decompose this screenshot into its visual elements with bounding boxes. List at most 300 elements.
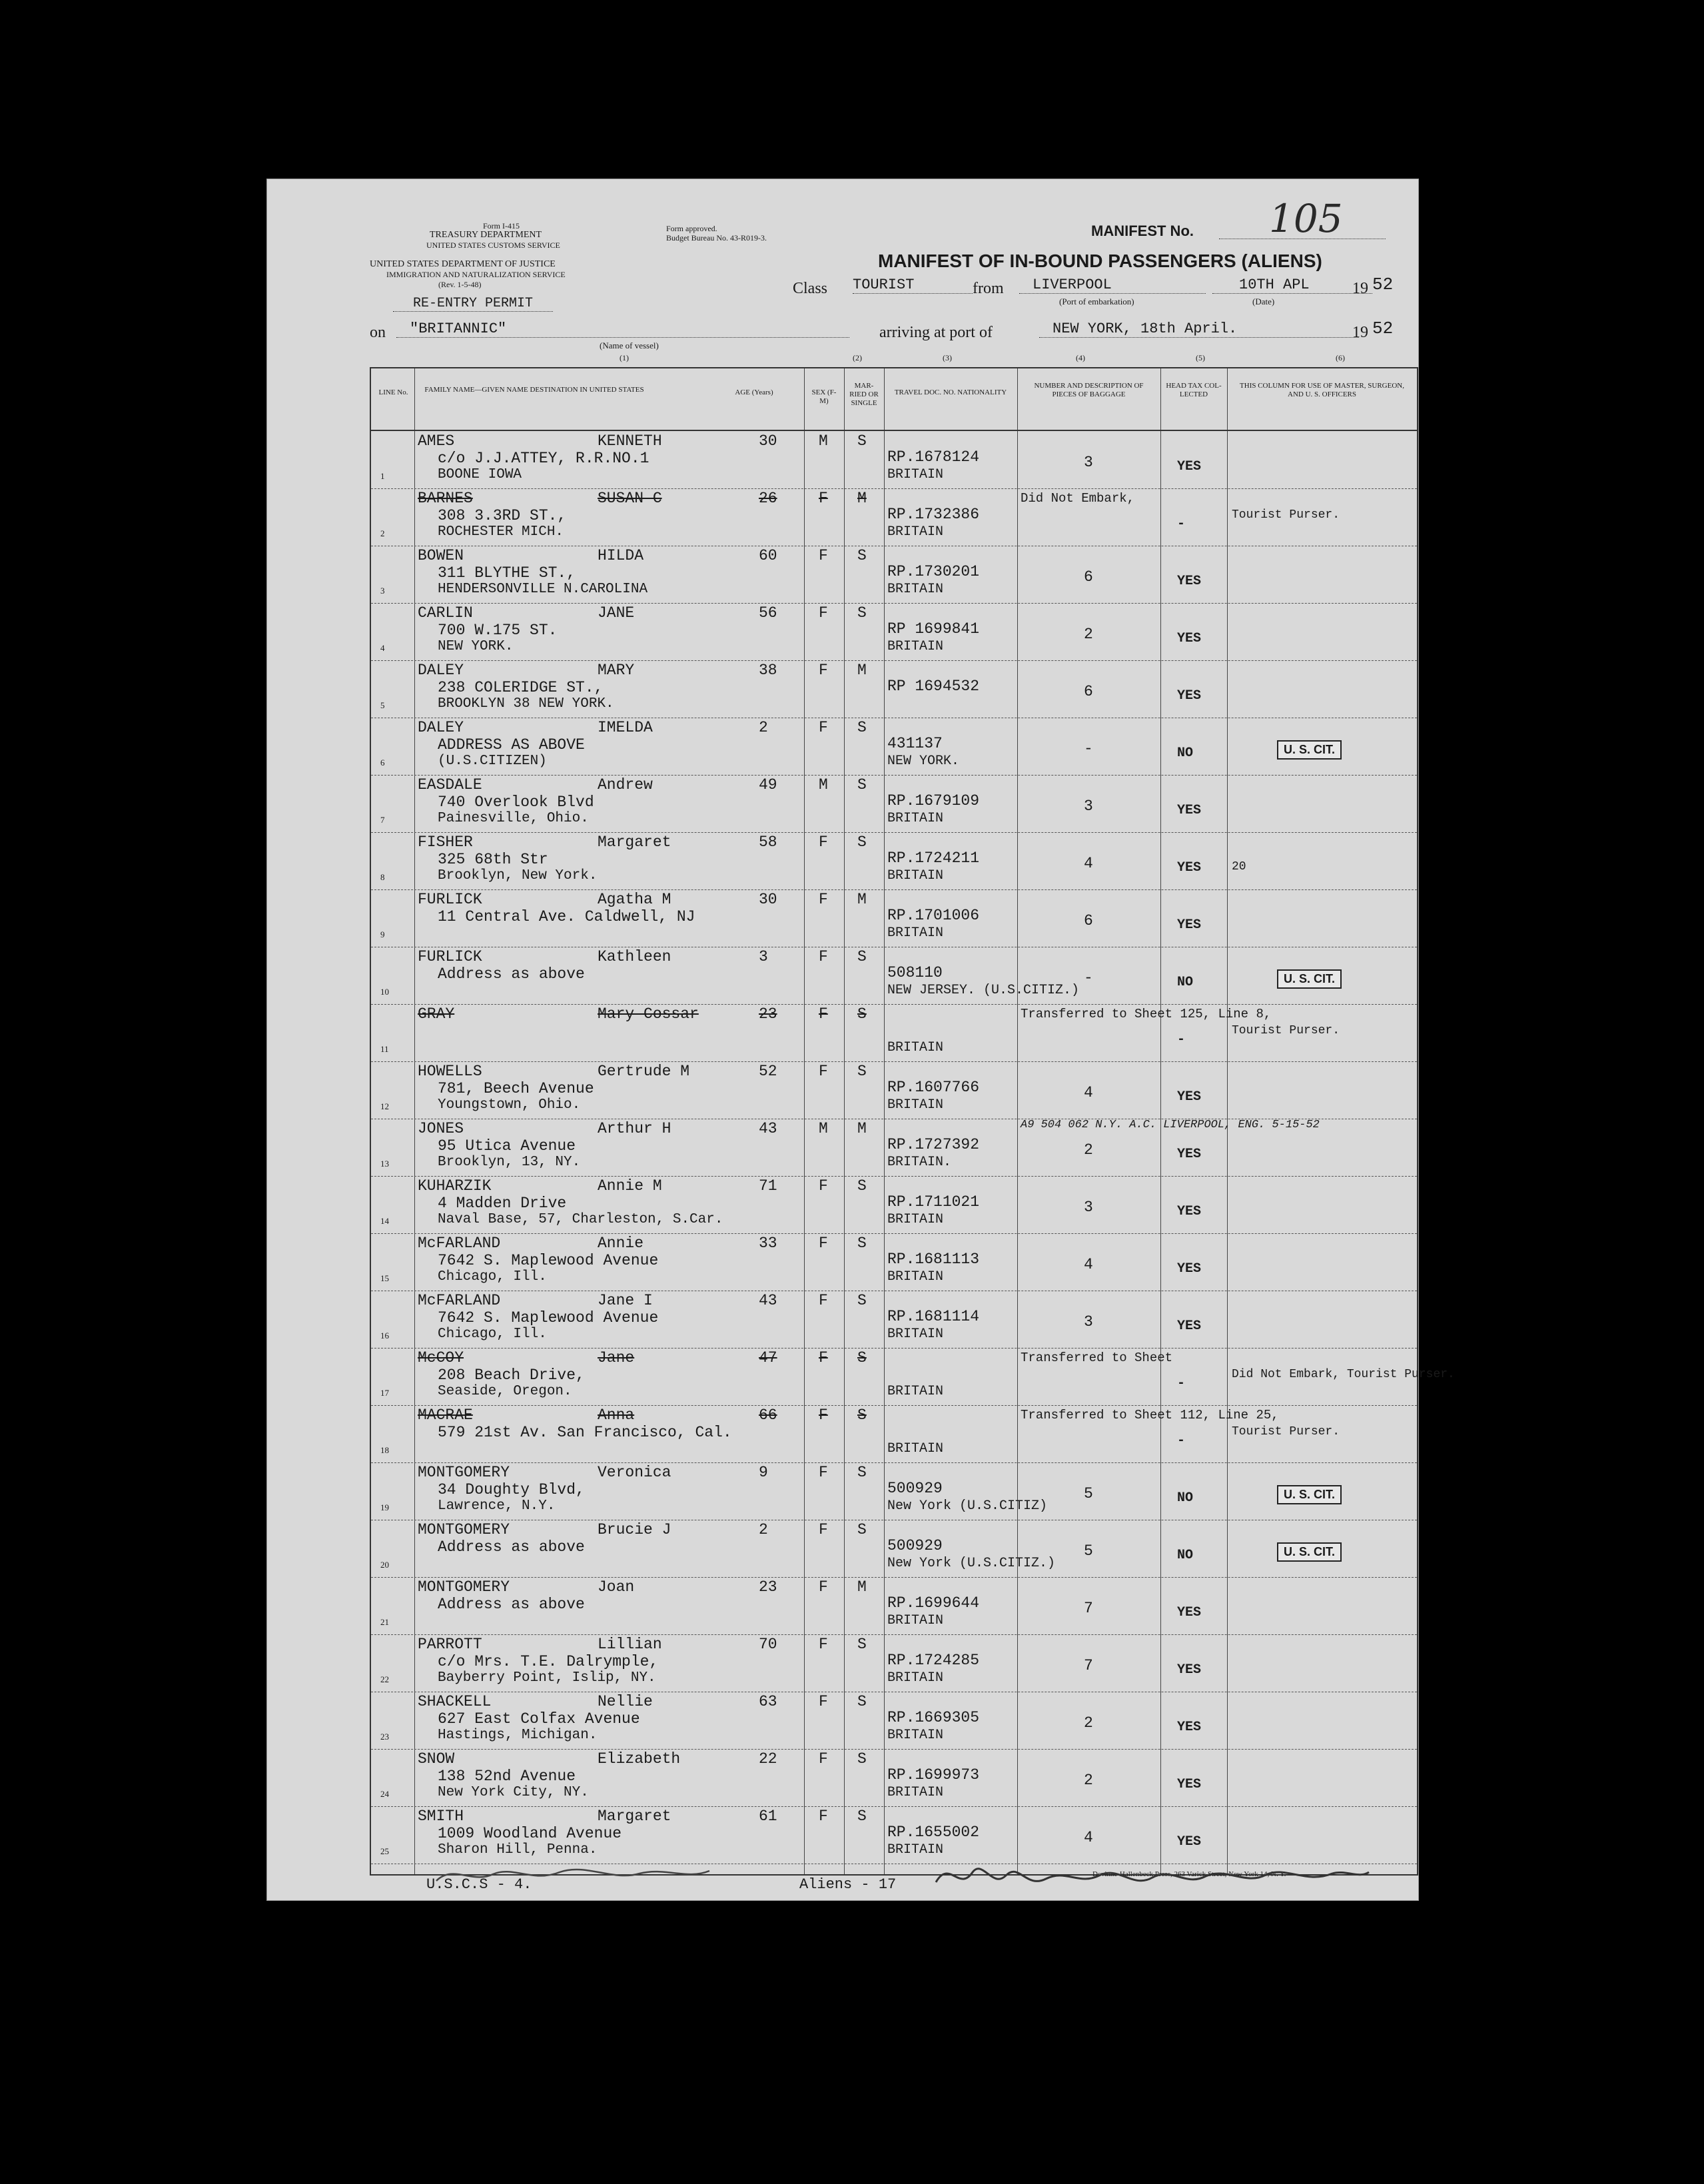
given-name: Annie M — [598, 1177, 662, 1195]
col-num-2: (2) — [853, 353, 862, 362]
baggage: 3 — [1084, 1199, 1093, 1216]
sex: F — [819, 1521, 828, 1538]
marital-status: S — [857, 1521, 867, 1538]
family-name: GRAY — [418, 1005, 455, 1023]
head-tax: NO — [1177, 746, 1194, 761]
treasury-dept: TREASURY DEPARTMENT — [430, 230, 542, 240]
travel-doc-number: RP.1711021 — [887, 1193, 980, 1211]
address-line-2: Bayberry Point, Islip, NY. — [438, 1670, 656, 1686]
nationality: BRITAIN. — [887, 1155, 952, 1170]
sex: M — [819, 776, 828, 794]
family-name: BOWEN — [418, 547, 464, 564]
sex: F — [819, 490, 828, 507]
given-name: Veronica — [598, 1464, 671, 1481]
age: 23 — [759, 1578, 777, 1596]
family-name: McCOY — [418, 1349, 464, 1366]
family-name: McFARLAND — [418, 1235, 501, 1252]
family-name: MONTGOMERY — [418, 1464, 510, 1481]
date-caption: (Date) — [1252, 296, 1275, 306]
family-name: FISHER — [418, 833, 473, 851]
officer-note: Tourist Purser. — [1232, 508, 1340, 522]
given-name: Kathleen — [598, 948, 671, 965]
sex: F — [819, 547, 828, 564]
head-tax: - — [1177, 1433, 1186, 1448]
table-row — [371, 546, 1417, 604]
age: 63 — [759, 1693, 777, 1710]
baggage: 3 — [1084, 1313, 1093, 1331]
address-line-2: (U.S.CITIZEN) — [438, 754, 547, 769]
given-name: Mary Cossar — [598, 1005, 699, 1023]
nationality: BRITAIN — [887, 1040, 944, 1055]
travel-doc-number: RP.1701006 — [887, 907, 980, 924]
address-line-1: 7642 S. Maplewood Avenue — [438, 1309, 659, 1327]
officer-note: U. S. CIT. — [1277, 969, 1342, 989]
sex: F — [819, 833, 828, 851]
family-name: SMITH — [418, 1808, 464, 1825]
marital-status: S — [857, 1406, 867, 1424]
line-number: 12 — [380, 1101, 389, 1111]
nationality: BRITAIN — [887, 868, 944, 883]
table-row — [371, 1348, 1455, 1406]
line-number: 9 — [380, 929, 385, 939]
family-name: KUHARZIK — [418, 1177, 492, 1195]
header-married: MAR-RIED OR SINGLE — [849, 382, 879, 407]
nationality: BRITAIN — [887, 1728, 944, 1743]
head-tax: YES — [1177, 1834, 1202, 1850]
address-line-1: 325 68th Str — [438, 851, 548, 868]
address-line-1: Address as above — [438, 1538, 585, 1556]
age: 3 — [759, 948, 768, 965]
family-name: MONTGOMERY — [418, 1578, 510, 1596]
baggage: 3 — [1084, 798, 1093, 815]
family-name: FURLICK — [418, 948, 482, 965]
marital-status: S — [857, 1292, 867, 1309]
head-tax: YES — [1177, 1662, 1202, 1678]
head-tax: NO — [1177, 1548, 1194, 1563]
age: 56 — [759, 604, 777, 622]
age: 9 — [759, 1464, 768, 1481]
sex: F — [819, 1235, 828, 1252]
head-tax: YES — [1177, 1261, 1202, 1277]
header-name: FAMILY NAME—GIVEN NAME DESTINATION IN UNITED STATES — [424, 386, 644, 394]
form-revision: (Rev. 1-5-48) — [438, 280, 482, 289]
col-num-6: (6) — [1336, 353, 1345, 362]
line-number: 14 — [380, 1216, 389, 1226]
baggage: - — [1084, 969, 1093, 987]
line-number: 2 — [380, 528, 385, 538]
marital-status: S — [857, 1808, 867, 1825]
given-name: Andrew — [598, 776, 653, 794]
nationality: BRITAIN — [887, 1613, 944, 1628]
travel-doc-number: RP.1669305 — [887, 1709, 980, 1726]
marital-status: S — [857, 719, 867, 736]
baggage: 2 — [1084, 1714, 1093, 1732]
head-tax: YES — [1177, 574, 1202, 589]
baggage: 7 — [1084, 1600, 1093, 1617]
travel-doc-number: RP 1694532 — [887, 678, 980, 695]
header-baggage: NUMBER AND DESCRIPTION OF PIECES OF BAGGAGE — [1034, 382, 1144, 398]
travel-doc-number: RP.1724211 — [887, 849, 980, 867]
sex: F — [819, 1005, 828, 1023]
header-travel-doc: TRAVEL DOC. NO. NATIONALITY — [894, 388, 1007, 396]
head-tax: YES — [1177, 631, 1202, 646]
address-line-2: New York City, NY. — [438, 1785, 589, 1800]
marital-status: S — [857, 1005, 867, 1023]
marital-status: M — [857, 1578, 867, 1596]
nationality: New York (U.S.CITIZ) — [887, 1498, 1048, 1514]
address-line-1: 138 52nd Avenue — [438, 1768, 576, 1785]
marital-status: S — [857, 1177, 867, 1195]
marital-status: S — [857, 948, 867, 965]
given-name: KENNETH — [598, 432, 662, 450]
age: 47 — [759, 1349, 777, 1366]
sex: F — [819, 1808, 828, 1825]
address-line-1: 208 Beach Drive, — [438, 1366, 585, 1384]
table-row — [371, 775, 1417, 833]
officer-note: Did Not Embark, Tourist Purser. — [1232, 1368, 1455, 1381]
sex: F — [819, 1578, 828, 1596]
sex: M — [819, 1120, 828, 1137]
address-line-2: Youngstown, Ohio. — [438, 1097, 581, 1113]
age: 61 — [759, 1808, 777, 1825]
family-name: HOWELLS — [418, 1063, 482, 1080]
line-number: 20 — [380, 1560, 389, 1570]
line-number: 23 — [380, 1732, 389, 1742]
address-line-1: 627 East Colfax Avenue — [438, 1710, 640, 1728]
sex: F — [819, 891, 828, 908]
col-num-4: (4) — [1076, 353, 1085, 362]
sex: F — [819, 1349, 828, 1366]
line-number: 25 — [380, 1846, 389, 1856]
family-name: SHACKELL — [418, 1693, 492, 1710]
line-number: 21 — [380, 1617, 389, 1627]
table-row — [371, 1692, 1417, 1750]
age: 2 — [759, 719, 768, 736]
travel-doc-number: RP.1727392 — [887, 1136, 980, 1153]
head-tax: YES — [1177, 1720, 1202, 1735]
nationality: BRITAIN — [887, 1269, 944, 1285]
given-name: Margaret — [598, 1808, 671, 1825]
officer-note: A9 504 062 N.Y. A.C. LIVERPOOL, ENG. 5-15-52 — [1021, 1119, 1320, 1131]
given-name: IMELDA — [598, 719, 653, 736]
age: 49 — [759, 776, 777, 794]
line-number: 15 — [380, 1273, 389, 1283]
marital-status: M — [857, 662, 867, 679]
age: 70 — [759, 1636, 777, 1653]
arriving-label: arriving at port of — [879, 324, 993, 341]
line-number: 16 — [380, 1331, 389, 1341]
line-number: 5 — [380, 700, 385, 710]
table-row — [371, 1119, 1417, 1177]
address-line-2: Lawrence, N.Y. — [438, 1498, 556, 1514]
manifest-title: MANIFEST OF IN-BOUND PASSENGERS (ALIENS) — [878, 251, 1322, 271]
address-line-1: 311 BLYTHE ST., — [438, 564, 576, 582]
table-row — [371, 1291, 1417, 1349]
given-name: Jane — [598, 1349, 635, 1366]
table-row — [371, 431, 1417, 489]
baggage: 6 — [1084, 912, 1093, 929]
address-line-2: BROOKLYN 38 NEW YORK. — [438, 696, 614, 712]
family-name: MONTGOMERY — [418, 1521, 510, 1538]
line-number: 17 — [380, 1388, 389, 1398]
sex: F — [819, 1693, 828, 1710]
table-row — [371, 1462, 1417, 1520]
address-line-2: Painesville, Ohio. — [438, 811, 589, 826]
age: 33 — [759, 1235, 777, 1252]
line-number: 8 — [380, 872, 385, 882]
address-line-1: 11 Central Ave. Caldwell, NJ — [438, 908, 695, 925]
family-name: DALEY — [418, 719, 464, 736]
nationality: BRITAIN — [887, 467, 944, 482]
given-name: Margaret — [598, 833, 671, 851]
header-officers: THIS COLUMN FOR USE OF MASTER, SURGEON, AND U. S. OFFICERS — [1240, 382, 1404, 398]
given-name: Brucie J — [598, 1521, 671, 1538]
baggage: Transferred to Sheet — [1021, 1351, 1173, 1365]
head-tax: YES — [1177, 688, 1202, 704]
address-line-1: 700 W.175 ST. — [438, 622, 558, 639]
address-line-1: c/o Mrs. T.E. Dalrymple, — [438, 1653, 659, 1670]
age: 58 — [759, 833, 777, 851]
marital-status: S — [857, 833, 867, 851]
given-name: Annie — [598, 1235, 644, 1252]
form-approved: Form approved. — [666, 224, 717, 233]
nationality: BRITAIN — [887, 925, 944, 941]
footer-printer: Devinne-Hallenbeck Press, 263 Varick Street, New York 14, N. Y. — [1092, 1870, 1286, 1878]
head-tax: YES — [1177, 1147, 1202, 1162]
address-line-2: Brooklyn, 13, NY. — [438, 1155, 581, 1170]
marital-status: S — [857, 1464, 867, 1481]
age: 52 — [759, 1063, 777, 1080]
nationality: BRITAIN — [887, 1384, 944, 1399]
baggage: 7 — [1084, 1657, 1093, 1674]
head-tax: NO — [1177, 975, 1194, 990]
address-line-1: 238 COLERIDGE ST., — [438, 679, 604, 696]
travel-doc-number: RP.1730201 — [887, 563, 980, 580]
baggage: Transferred to Sheet 125, Line 8, — [1021, 1007, 1272, 1021]
header-line: LINE No. — [378, 388, 408, 396]
marital-status: M — [857, 490, 867, 507]
address-line-1: Address as above — [438, 965, 585, 983]
table-row — [371, 603, 1417, 661]
line-number: 18 — [380, 1445, 389, 1455]
ins-title: IMMIGRATION AND NATURALIZATION SERVICE — [386, 270, 566, 279]
address-line-2: ROCHESTER MICH. — [438, 524, 564, 540]
line-number: 19 — [380, 1502, 389, 1512]
address-line-2: Chicago, Ill. — [438, 1269, 547, 1285]
address-line-1: ADDRESS AS ABOVE — [438, 736, 585, 754]
baggage: 4 — [1084, 1084, 1093, 1101]
header-tax: HEAD TAX COL-LECTED — [1166, 382, 1222, 398]
address-line-2: HENDERSONVILLE N.CAROLINA — [438, 582, 648, 597]
address-line-2: NEW YORK. — [438, 639, 514, 654]
table-row — [371, 488, 1417, 546]
baggage: - — [1084, 740, 1093, 758]
sex: F — [819, 662, 828, 679]
given-name: JANE — [598, 604, 635, 622]
year-suffix-2: 52 — [1372, 318, 1394, 338]
travel-doc-number: 431137 — [887, 735, 943, 752]
nationality: BRITAIN — [887, 1441, 944, 1456]
officer-note: U. S. CIT. — [1277, 1485, 1342, 1504]
age: 23 — [759, 1005, 777, 1023]
given-name: Gertrude M — [598, 1063, 690, 1080]
baggage: 2 — [1084, 626, 1093, 643]
family-name: AMES — [418, 432, 455, 450]
marital-status: S — [857, 547, 867, 564]
baggage: 4 — [1084, 855, 1093, 872]
address-line-1: 308 3.3RD ST., — [438, 507, 567, 524]
given-name: Elizabeth — [598, 1750, 681, 1768]
nationality: BRITAIN — [887, 1785, 944, 1800]
line-number: 3 — [380, 586, 385, 596]
marital-status: S — [857, 604, 867, 622]
nationality: BRITAIN — [887, 1670, 944, 1686]
head-tax: YES — [1177, 1777, 1202, 1792]
nationality: NEW JERSEY. (U.S.CITIZ.) — [887, 983, 1080, 998]
address-line-2: Naval Base, 57, Charleston, S.Car. — [438, 1212, 723, 1227]
sex: F — [819, 948, 828, 965]
head-tax: YES — [1177, 1319, 1202, 1334]
officer-note: U. S. CIT. — [1277, 740, 1342, 760]
head-tax: YES — [1177, 1089, 1202, 1105]
baggage: 3 — [1084, 454, 1093, 471]
address-line-2: Chicago, Ill. — [438, 1327, 547, 1342]
footer-form-code: U.S.C.S - 4. — [426, 1876, 532, 1893]
marital-status: S — [857, 1349, 867, 1366]
line-number: 22 — [380, 1674, 389, 1684]
baggage: 2 — [1084, 1772, 1093, 1789]
baggage: 4 — [1084, 1256, 1093, 1273]
given-name: HILDA — [598, 547, 644, 564]
nationality: BRITAIN — [887, 811, 944, 826]
family-name: SNOW — [418, 1750, 455, 1768]
line-number: 7 — [380, 815, 385, 825]
head-tax: YES — [1177, 1204, 1202, 1219]
manifest-label: MANIFEST No. — [1091, 223, 1194, 239]
nationality: BRITAIN — [887, 524, 944, 540]
table-row — [371, 1749, 1417, 1807]
age: 66 — [759, 1406, 777, 1424]
family-name: MACRAE — [418, 1406, 473, 1424]
table-row — [371, 1233, 1417, 1291]
address-line-2: Seaside, Oregon. — [438, 1384, 572, 1399]
nationality: BRITAIN — [887, 1327, 944, 1342]
age: 43 — [759, 1120, 777, 1137]
family-name: DALEY — [418, 662, 464, 679]
given-name: Jane I — [598, 1292, 653, 1309]
age: 43 — [759, 1292, 777, 1309]
year-suffix-1: 52 — [1372, 274, 1394, 294]
table-row — [371, 660, 1417, 718]
head-tax: - — [1177, 516, 1186, 532]
baggage: Did Not Embark, — [1021, 491, 1135, 506]
travel-doc-number: RP.1678124 — [887, 448, 980, 466]
line-number: 24 — [380, 1789, 389, 1799]
given-name: SUSAN C — [598, 490, 662, 507]
port-embark-caption: (Port of embarkation) — [1059, 296, 1134, 306]
marital-status: M — [857, 891, 867, 908]
header-age: AGE (Years) — [735, 388, 773, 396]
table-row — [371, 1577, 1417, 1635]
given-name: Agatha M — [598, 891, 671, 908]
header-sex: SEX (F-M) — [811, 388, 837, 405]
col-num-5: (5) — [1196, 353, 1205, 362]
nationality: BRITAIN — [887, 582, 944, 597]
baggage: 2 — [1084, 1141, 1093, 1159]
doj-title: UNITED STATES DEPARTMENT OF JUSTICE — [370, 259, 556, 269]
given-name: Nellie — [598, 1693, 653, 1710]
marital-status: M — [857, 1120, 867, 1137]
age: 30 — [759, 432, 777, 450]
form-number: Form I-415 — [483, 221, 520, 231]
reentry-permit: RE-ENTRY PERMIT — [393, 296, 553, 312]
head-tax: - — [1177, 1032, 1186, 1047]
address-line-1: Address as above — [438, 1596, 585, 1613]
embark-date: 10TH APL — [1212, 276, 1372, 294]
address-line-1: c/o J.J.ATTEY, R.R.NO.1 — [438, 450, 649, 467]
officer-note: 20 — [1232, 860, 1246, 873]
nationality: BRITAIN — [887, 639, 944, 654]
table-row — [371, 832, 1417, 890]
age: 38 — [759, 662, 777, 679]
table-row — [371, 889, 1417, 947]
sex: F — [819, 1464, 828, 1481]
travel-doc-number: RP.1655002 — [887, 1824, 980, 1841]
travel-doc-number: RP.1732386 — [887, 506, 980, 523]
line-number: 11 — [380, 1044, 389, 1054]
address-line-1: 781, Beech Avenue — [438, 1080, 594, 1097]
age: 71 — [759, 1177, 777, 1195]
table-row — [371, 1634, 1417, 1692]
travel-doc-number: RP 1699841 — [887, 620, 980, 638]
address-line-1: 4 Madden Drive — [438, 1195, 567, 1212]
head-tax: YES — [1177, 459, 1202, 474]
vessel-caption: (Name of vessel) — [600, 340, 659, 350]
address-line-1: 34 Doughty Blvd, — [438, 1481, 585, 1498]
sex: M — [819, 432, 828, 450]
baggage: Transferred to Sheet 112, Line 25, — [1021, 1408, 1279, 1422]
marital-status: S — [857, 1636, 867, 1653]
given-name: Joan — [598, 1578, 635, 1596]
sex: F — [819, 604, 828, 622]
line-number: 10 — [380, 987, 389, 997]
on-label: on — [370, 324, 386, 341]
table-row — [371, 1004, 1417, 1062]
age: 22 — [759, 1750, 777, 1768]
marital-status: S — [857, 432, 867, 450]
line-number: 1 — [380, 471, 385, 481]
head-tax: YES — [1177, 860, 1202, 875]
sex: F — [819, 1177, 828, 1195]
table-row — [371, 1176, 1417, 1234]
year-prefix-1: 19 — [1352, 280, 1368, 297]
manifest-sheet — [266, 179, 1455, 1901]
address-line-1: 740 Overlook Blvd — [438, 794, 594, 811]
head-tax: NO — [1177, 1490, 1194, 1506]
table-row — [371, 718, 1417, 776]
travel-doc-number: 500929 — [887, 1537, 943, 1554]
margin-handwriting — [433, 1858, 713, 1891]
travel-doc-number: RP.1681114 — [887, 1308, 980, 1325]
from-value: LIVERPOOL — [1019, 276, 1206, 294]
head-tax: YES — [1177, 917, 1202, 933]
year-prefix-2: 19 — [1352, 324, 1368, 341]
family-name: PARROTT — [418, 1636, 482, 1653]
head-tax: YES — [1177, 803, 1202, 818]
travel-doc-number: RP.1607766 — [887, 1079, 980, 1096]
marital-status: S — [857, 1693, 867, 1710]
address-line-2: Hastings, Michigan. — [438, 1728, 598, 1743]
